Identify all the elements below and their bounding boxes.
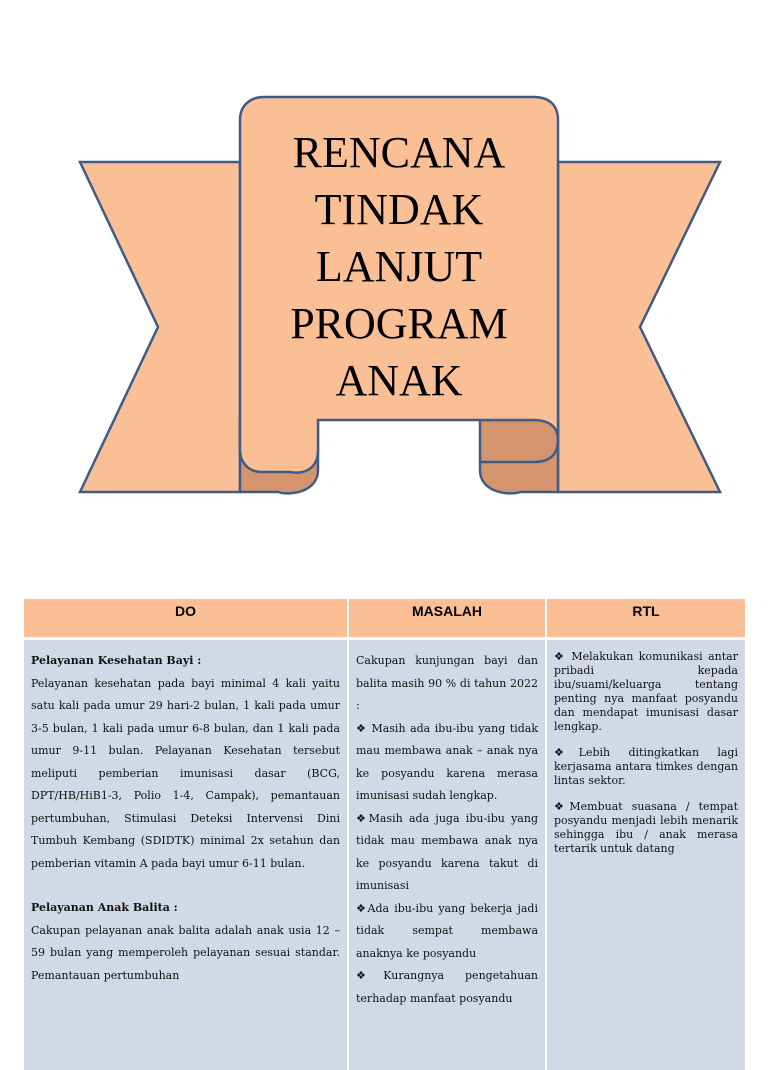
- header-rtl: RTL: [546, 599, 745, 639]
- rtl-cell: [546, 639, 745, 1070]
- action-plan-table: [24, 599, 745, 1070]
- masalah-item: Cakupan kunjungan bayi dan balita masih 90 % di tahun 2022 :: [356, 650, 538, 718]
- header-do: DO: [24, 599, 348, 639]
- title-line: PROGRAM: [240, 295, 558, 352]
- do-section-text: Pelayanan kesehatan pada bayi minimal 4 kali yaitu satu kali pada umur 29 hari-2 bulan, 1 kali pada umur 3-5 bulan, 1 kali pada umur 6-8 bulan, dan 1 kali pada umur 9-11 bulan. Pelayanan Kesehatan tersebut meliputi pemberian imunisasi dasar (BCG, DPT/HB/HiB1-3, Polio 1-4, Campak), pemantauan pertumbuhan, Stimulasi Deteksi Intervensi Dini Tumbuh Kembang (SDIDTK) minimal 2x setahun dan pemberian vitamin A pada bayi umur 6-11 bulan.: [31, 677, 340, 870]
- masalah-item: ❖Ada ibu-ibu yang bekerja jadi tidak sempat membawa anaknya ke posyandu: [356, 898, 538, 966]
- title-line: TINDAK: [240, 181, 558, 238]
- masalah-item: ❖Masih ada juga ibu-ibu yang tidak mau membawa anak nya ke posyandu karena takut di imunisasi: [356, 808, 538, 898]
- rtl-item: ❖ Melakukan komunikasi antar pribadi kepada ibu/suami/keluarga tentang penting nya manfaat posyandu dan mendapat imunisasi dasar lengkap.: [554, 650, 738, 734]
- ribbon-right-tail: [558, 162, 720, 492]
- title-line: RENCANA: [240, 124, 558, 181]
- masalah-cell: [348, 639, 546, 1070]
- ribbon-left-tail: [80, 162, 240, 492]
- do-section-title: Pelayanan Anak Balita :: [31, 897, 340, 920]
- banner-title: [240, 124, 558, 409]
- do-section-title: Pelayanan Kesehatan Bayi :: [31, 650, 340, 673]
- masalah-item: ❖ Masih ada ibu-ibu yang tidak mau membawa anak – anak nya ke posyandu karena merasa imunisasi sudah lengkap.: [356, 718, 538, 808]
- rtl-item: ❖Lebih ditingkatkan lagi kerjasama antara timkes dengan lintas sektor.: [554, 746, 738, 788]
- table-header-row: [24, 599, 745, 639]
- table-row: [24, 639, 745, 1070]
- ribbon-right-fold: [480, 420, 558, 493]
- masalah-item: ❖Kurangnya pengetahuan terhadap manfaat posyandu: [356, 965, 538, 1010]
- title-line: LANJUT: [240, 238, 558, 295]
- do-cell: [24, 639, 348, 1070]
- do-section-text: Cakupan pelayanan anak balita adalah anak usia 12 – 59 bulan yang memperoleh pelayanan sesuai standar. Pemantauan pertumbuhan: [31, 924, 340, 982]
- title-line: ANAK: [240, 352, 558, 409]
- header-masalah: MASALAH: [348, 599, 546, 639]
- rtl-item: ❖Membuat suasana / tempat posyandu menjadi lebih menarik sehingga ibu / anak merasa tertarik untuk datang: [554, 800, 738, 856]
